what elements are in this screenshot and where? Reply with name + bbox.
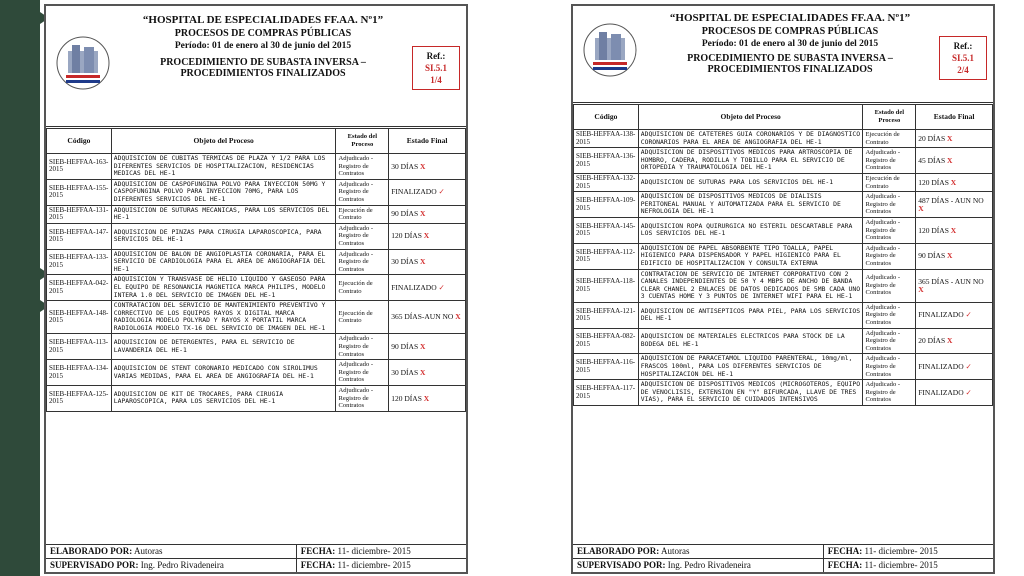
code-cell: SIEB-HEFFAA-131-2015 xyxy=(47,205,112,223)
status-cell: Adjudicado - Registro de Contratos xyxy=(863,217,916,243)
final-status-text: FINALIZADO xyxy=(918,387,964,397)
final-status-cell xyxy=(389,386,466,412)
document-title: PROCESOS DE COMPRAS PÚBLICAS xyxy=(174,28,352,39)
code-cell: SIEB-HEFFAA-136-2015 xyxy=(574,148,639,174)
table-row xyxy=(574,217,993,243)
reference-box xyxy=(939,36,987,80)
table-row xyxy=(47,179,466,205)
check-mark-icon: ✓ xyxy=(965,362,972,372)
final-status-cell xyxy=(389,154,466,180)
object-cell: ADQUISICION ROPA QUIRURGICA NO ESTERIL DESCARTABLE PARA LOS SERVICIOS DEL HE-1 xyxy=(638,217,863,243)
table-row xyxy=(574,302,993,328)
document-header xyxy=(573,6,993,103)
final-status-cell xyxy=(916,130,993,148)
document-footer xyxy=(573,544,993,572)
status-cell: Adjudicado - Registro de Contratos xyxy=(863,380,916,406)
final-status-cell xyxy=(916,302,993,328)
code-cell: SIEB-HEFFAA-138-2015 xyxy=(574,130,639,148)
object-cell: ADQUISICION DE STENT CORONARIO MEDICADO CON SIROLIMUS VARIAS MEDIDAS, PARA EL AREA DE ANGIOGRAFIA DEL HE-1 xyxy=(111,360,336,386)
check-mark-icon: ✓ xyxy=(965,387,972,397)
object-cell: ADQUISICION DE KIT DE TROCARES, PARA CIRUGIA LAPAROSCOPICA, PARA LOS SERVICIOS DEL HE-1 xyxy=(111,386,336,412)
procedure-title: PROCEDIMIENTO DE SUBASTA INVERSA – PROCEDIMIENTOS FINALIZADOS xyxy=(687,53,893,75)
supervised-by: Ing. Pedro Rivadeneira xyxy=(667,560,751,570)
code-cell: SIEB-HEFFAA-113-2015 xyxy=(47,334,112,360)
final-status-cell xyxy=(389,179,466,205)
status-cell: Adjudicado - Registro de Contratos xyxy=(336,334,389,360)
final-status-text: 120 DÍAS xyxy=(391,231,422,241)
supervised-label: SUPERVISADO POR: xyxy=(50,560,139,570)
x-mark-icon: X xyxy=(947,336,953,346)
status-cell: Ejecución de Contrato xyxy=(336,301,389,334)
procedure-title: PROCEDIMIENTO DE SUBASTA INVERSA – PROCEDIMIENTOS FINALIZADOS xyxy=(160,57,366,79)
code-cell: SIEB-HEFFAA-147-2015 xyxy=(47,223,112,249)
table-row xyxy=(574,243,993,269)
prepared-by: Autoras xyxy=(661,546,690,556)
final-status-text: 90 DÍAS xyxy=(391,342,419,352)
final-status-text: 45 DÍAS xyxy=(918,155,946,165)
object-cell: ADQUISICION DE CUBITAS TERMICAS DE PLAZA Y 1/2 PARA LOS DIFERENTES SERVICIOS DE HOSPITALIZACION, RESIDENCIAS MEDICAS DEL HE-1 xyxy=(111,154,336,180)
object-cell: ADQUISICION DE DETERGENTES, PARA EL SERVICIO DE LAVANDERIA DEL HE-1 xyxy=(111,334,336,360)
final-status-cell xyxy=(389,205,466,223)
status-cell: Adjudicado - Registro de Contratos xyxy=(336,223,389,249)
final-status-text: 20 DÍAS xyxy=(918,133,946,143)
table-row xyxy=(47,223,466,249)
object-cell: ADQUISICION DE BALON DE ANGIOPLASTIA CORONARIA, PARA EL SERVICIO DE CARDIOLOGIA PARA EL AREA DE ANGIOGRAFIA DEL HE-1 xyxy=(111,249,336,275)
table-row xyxy=(47,301,466,334)
x-mark-icon: X xyxy=(420,161,426,171)
status-cell: Adjudicado - Registro de Contratos xyxy=(863,269,916,302)
x-mark-icon: X xyxy=(420,209,426,219)
status-cell: Ejecución de Contrato xyxy=(863,173,916,191)
x-mark-icon: X xyxy=(455,312,461,322)
final-status-cell xyxy=(389,249,466,275)
period: Período: 01 de enero al 30 de junio del 2015 xyxy=(701,39,879,49)
x-mark-icon: X xyxy=(918,203,924,213)
status-cell: Adjudicado - Registro de Contratos xyxy=(336,154,389,180)
object-cell: CONTRATACION DEL SERVICIO DE MANTENIMIENTO PREVENTIVO Y CORRECTIVO DE LOS EQUIPOS RAYOS X DIGITAL MARCA RADIOLOGIA MODELO POLYRAD Y RAYOS X PORTATIL MARCA RADIOLOGIA MODELO TX-16 DEL SERVICIO DE IMAGEN DEL HE-1 xyxy=(111,301,336,334)
status-cell: Adjudicado - Registro de Contratos xyxy=(863,302,916,328)
object-cell: ADQUISICION DE SUTURAS MECANICAS, PARA LOS SERVICIOS DEL HE-1 xyxy=(111,205,336,223)
code-cell: SIEB-HEFFAA-132-2015 xyxy=(574,173,639,191)
table-row xyxy=(47,275,466,301)
object-cell: ADQUISICION DE DISPOSITIVOS MEDICOS (MICROGOTEROS, EQUIPO DE VENOCLISIS, EXTENSION EN "Y" BIFURCADA, LLAVE DE TRES VIAS), PARA EL SERVICIO DE CUIDADOS INTENSIVOS xyxy=(638,380,863,406)
check-mark-icon: ✓ xyxy=(965,310,972,320)
process-table xyxy=(46,128,466,412)
code-cell: SIEB-HEFFAA-145-2015 xyxy=(574,217,639,243)
x-mark-icon: X xyxy=(947,251,953,261)
document-footer xyxy=(46,544,466,572)
process-table xyxy=(573,104,993,406)
header-text xyxy=(647,10,933,77)
final-status-cell xyxy=(916,243,993,269)
code-cell: SIEB-HEFFAA-134-2015 xyxy=(47,360,112,386)
date-value: 11- diciembre- 2015 xyxy=(337,546,411,556)
x-mark-icon: X xyxy=(423,393,430,403)
ref-page: 2/4 xyxy=(957,65,969,75)
code-cell: SIEB-HEFFAA-155-2015 xyxy=(47,179,112,205)
final-status-cell xyxy=(916,192,993,218)
code-cell: SIEB-HEFFAA-109-2015 xyxy=(574,192,639,218)
final-status-cell xyxy=(389,360,466,386)
code-cell: SIEB-HEFFAA-117-2015 xyxy=(574,380,639,406)
check-mark-icon: ✓ xyxy=(438,282,445,292)
table-row xyxy=(47,154,466,180)
code-cell: SIEB-HEFFAA-133-2015 xyxy=(47,249,112,275)
code-cell: SIEB-HEFFAA-118-2015 xyxy=(574,269,639,302)
final-status-text: 365 DÍAS - AUN NO xyxy=(918,277,984,287)
code-cell: SIEB-HEFFAA-121-2015 xyxy=(574,302,639,328)
date-label: FECHA: xyxy=(300,546,336,556)
table-row xyxy=(574,173,993,191)
date-label: FECHA: xyxy=(827,546,863,556)
final-status-text: 30 DÍAS xyxy=(391,367,419,377)
x-mark-icon: X xyxy=(947,133,953,143)
document-page-1 xyxy=(44,4,468,574)
final-status-text: 487 DÍAS - AUN NO xyxy=(918,195,984,205)
object-cell: ADQUISICION DE ANTISEPTICOS PARA PIEL, PARA LOS SERVICIOS DEL HE-1 xyxy=(638,302,863,328)
status-cell: Ejecución de Contrato xyxy=(336,205,389,223)
object-cell: ADQUISICION DE PAPEL ABSORBENTE TIPO TOALLA, PAPEL HIGIENICO PARA DISPENSADOR Y PAPEL HIGIENICO PARA EL EDIFICIO DE HOSPITALIZACION Y CONSULTA EXTERNA xyxy=(638,243,863,269)
document-title: PROCESOS DE COMPRAS PÚBLICAS xyxy=(701,26,879,37)
table-row xyxy=(47,386,466,412)
final-status-text: 90 DÍAS xyxy=(918,251,946,261)
status-cell: Adjudicado - Registro de Contratos xyxy=(336,179,389,205)
header-final: Estado Final xyxy=(916,105,993,130)
code-cell: SIEB-HEFFAA-163-2015 xyxy=(47,154,112,180)
document-page-2 xyxy=(571,4,995,574)
object-cell: ADQUISICION Y TRANSVASE DE HELIO LIQUIDO Y GASEOSO PARA EL EQUIPO DE RESONANCIA MAGNETICA MARCA PHILIPS, MODELO INTERA 1.0 DEL SERVICIO DE IMAGEN DEL HE-1 xyxy=(111,275,336,301)
table-row xyxy=(47,360,466,386)
code-cell: SIEB-HEFFAA-125-2015 xyxy=(47,386,112,412)
final-status-text: FINALIZADO xyxy=(918,362,964,372)
supervised-label: SUPERVISADO POR: xyxy=(577,560,666,570)
header-text xyxy=(120,12,406,81)
object-cell: ADQUISICION DE PINZAS PARA CIRUGIA LAPAROSCOPICA, PARA SERVICIOS DEL HE-1 xyxy=(111,223,336,249)
x-mark-icon: X xyxy=(950,225,957,235)
hospital-name: “HOSPITAL DE ESPECIALIDADES FF.AA. Nº1” xyxy=(669,12,911,24)
x-mark-icon: X xyxy=(947,155,953,165)
final-status-cell xyxy=(916,173,993,191)
ref-label: Ref.: xyxy=(953,41,973,51)
table-row xyxy=(47,334,466,360)
header-object: Objeto del Proceso xyxy=(111,129,336,154)
status-cell: Adjudicado - Registro de Contratos xyxy=(863,192,916,218)
final-status-text: 30 DÍAS xyxy=(391,161,419,171)
date-label: FECHA: xyxy=(300,560,336,570)
final-status-text: 120 DÍAS xyxy=(918,177,949,187)
object-cell: ADQUISICION DE MATERIALES ELECTRICOS PARA STOCK DE LA BODEGA DEL HE-1 xyxy=(638,328,863,354)
table-row xyxy=(574,328,993,354)
check-mark-icon: ✓ xyxy=(438,187,445,197)
code-cell: SIEB-HEFFAA-116-2015 xyxy=(574,354,639,380)
header-code: Código xyxy=(47,129,112,154)
table-body xyxy=(47,154,466,412)
header-status: Estado del Proceso xyxy=(336,129,389,154)
final-status-cell xyxy=(389,223,466,249)
final-status-text: 120 DÍAS xyxy=(918,225,949,235)
date-value: 11- diciembre- 2015 xyxy=(864,560,938,570)
x-mark-icon: X xyxy=(420,367,426,377)
final-status-cell xyxy=(916,269,993,302)
hospital-name: “HOSPITAL DE ESPECIALIDADES FF.AA. Nº1” xyxy=(142,14,384,26)
header-final: Estado Final xyxy=(389,129,466,154)
table-container xyxy=(573,104,993,544)
status-cell: Adjudicado - Registro de Contratos xyxy=(863,243,916,269)
final-status-text: 30 DÍAS xyxy=(391,257,419,267)
final-status-text: FINALIZADO xyxy=(918,310,964,320)
code-cell: SIEB-HEFFAA-042-2015 xyxy=(47,275,112,301)
table-row xyxy=(574,354,993,380)
final-status-text: 120 DÍAS xyxy=(391,393,422,403)
status-cell: Adjudicado - Registro de Contratos xyxy=(336,360,389,386)
status-cell: Adjudicado - Registro de Contratos xyxy=(336,249,389,275)
status-cell: Adjudicado - Registro de Contratos xyxy=(336,386,389,412)
period: Período: 01 de enero al 30 de junio del 2015 xyxy=(174,41,352,51)
ref-page: 1/4 xyxy=(430,75,442,85)
final-status-cell xyxy=(389,301,466,334)
prepared-label: ELABORADO POR: xyxy=(577,546,660,556)
status-cell: Adjudicado - Registro de Contratos xyxy=(863,148,916,174)
table-row xyxy=(574,130,993,148)
final-status-cell xyxy=(916,328,993,354)
date-value: 11- diciembre- 2015 xyxy=(337,560,411,570)
object-cell: ADQUISICION DE PARACETAMOL LIQUIDO PARENTERAL, 10mg/ml, FRASCOS 100ml, PARA LOS DIFERENTES SERVICIOS DE HOSPITALIZACION DEL HE-1 xyxy=(638,354,863,380)
ref-code: SI.5.1 xyxy=(951,53,974,63)
slide-side-bar xyxy=(0,0,40,576)
x-mark-icon: X xyxy=(423,231,430,241)
object-cell: ADQUISICION DE CASPOFUNGINA POLVO PARA INYECCION 50MG Y CASPOFUNGINA POLVO PARA INYECCION 70MG, PARA LOS DIFERENTES SERVICIOS DEL HE-1 xyxy=(111,179,336,205)
table-row xyxy=(574,148,993,174)
reference-box xyxy=(412,46,460,90)
x-mark-icon: X xyxy=(420,257,426,267)
final-status-text: 90 DÍAS xyxy=(391,209,419,219)
object-cell: ADQUISICION DE CATETERES GUIA CORONARIOS Y DE DIAGNOSTICO CORONARIOS PARA EL AREA DE ANGIOGRAFIA DEL HE-1 xyxy=(638,130,863,148)
final-status-cell xyxy=(389,275,466,301)
code-cell: SIEB-HEFFAA-082-2015 xyxy=(574,328,639,354)
object-cell: ADQUISICION DE SUTURAS PARA LOS SERVICIOS DEL HE-1 xyxy=(638,173,863,191)
final-status-cell xyxy=(916,148,993,174)
supervised-by: Ing. Pedro Rivadeneira xyxy=(140,560,224,570)
header-status: Estado del Proceso xyxy=(863,105,916,130)
final-status-cell xyxy=(916,217,993,243)
date-label: FECHA: xyxy=(827,560,863,570)
x-mark-icon: X xyxy=(420,342,426,352)
final-status-text: 365 DÍAS-AUN NO xyxy=(391,312,454,322)
ref-label: Ref.: xyxy=(426,51,446,61)
final-status-cell xyxy=(389,334,466,360)
status-cell: Ejecución de Contrato xyxy=(336,275,389,301)
table-row xyxy=(574,192,993,218)
prepared-label: ELABORADO POR: xyxy=(50,546,133,556)
final-status-cell xyxy=(916,354,993,380)
code-cell: SIEB-HEFFAA-112-2015 xyxy=(574,243,639,269)
object-cell: CONTRATACION DE SERVICIO DE INTERNET CORPORATIVO CON 2 CANALES INDEPENDIENTES DE 50 Y 4 MBPS DE ANCHO DE BANDA CLEAR CHANEL 2 ENLACES DE DATOS DEDICADOS DE 5MB CADA UNO 3 CUENTAS HOME Y 3 PUNTOS DE INTERNET WIFI PARA EL HE-1 xyxy=(638,269,863,302)
header-code: Código xyxy=(574,105,639,130)
final-status-text: FINALIZADO xyxy=(391,282,437,292)
table-container xyxy=(46,128,466,544)
final-status-text: FINALIZADO xyxy=(391,187,437,197)
header-object: Objeto del Proceso xyxy=(638,105,863,130)
status-cell: Ejecución de Contrato xyxy=(863,130,916,148)
object-cell: ADQUISICION DE DISPOSITIVOS MEDICOS DE DIALISIS PERITONEAL MANUAL Y AUTOMATIZADA PARA EL SERVICIO DE NEFROLOGIA DEL HE-1 xyxy=(638,192,863,218)
table-row xyxy=(574,380,993,406)
code-cell: SIEB-HEFFAA-148-2015 xyxy=(47,301,112,334)
table-row xyxy=(47,205,466,223)
document-header xyxy=(46,6,466,127)
final-status-text: 20 DÍAS xyxy=(918,336,946,346)
ref-code: SI.5.1 xyxy=(424,63,447,73)
hospital-logo xyxy=(579,10,641,94)
table-row xyxy=(574,269,993,302)
x-mark-icon: X xyxy=(918,284,924,294)
status-cell: Adjudicado - Registro de Contratos xyxy=(863,328,916,354)
date-value: 11- diciembre- 2015 xyxy=(864,546,938,556)
hospital-logo xyxy=(52,20,114,110)
final-status-cell xyxy=(916,380,993,406)
status-cell: Adjudicado - Registro de Contratos xyxy=(863,354,916,380)
object-cell: ADQUISICION DE DISPOSITIVOS MEDICOS PARA ARTROSCOPIA DE HOMBRO, CADERA, RODILLA Y TOBILLO PARA EL SERVICIO DE ORTOPEDIA Y TRAUMATOLOGIA DEL HE-1 xyxy=(638,148,863,174)
x-mark-icon: X xyxy=(950,177,957,187)
table-row xyxy=(47,249,466,275)
prepared-by: Autoras xyxy=(134,546,163,556)
table-body xyxy=(574,130,993,406)
